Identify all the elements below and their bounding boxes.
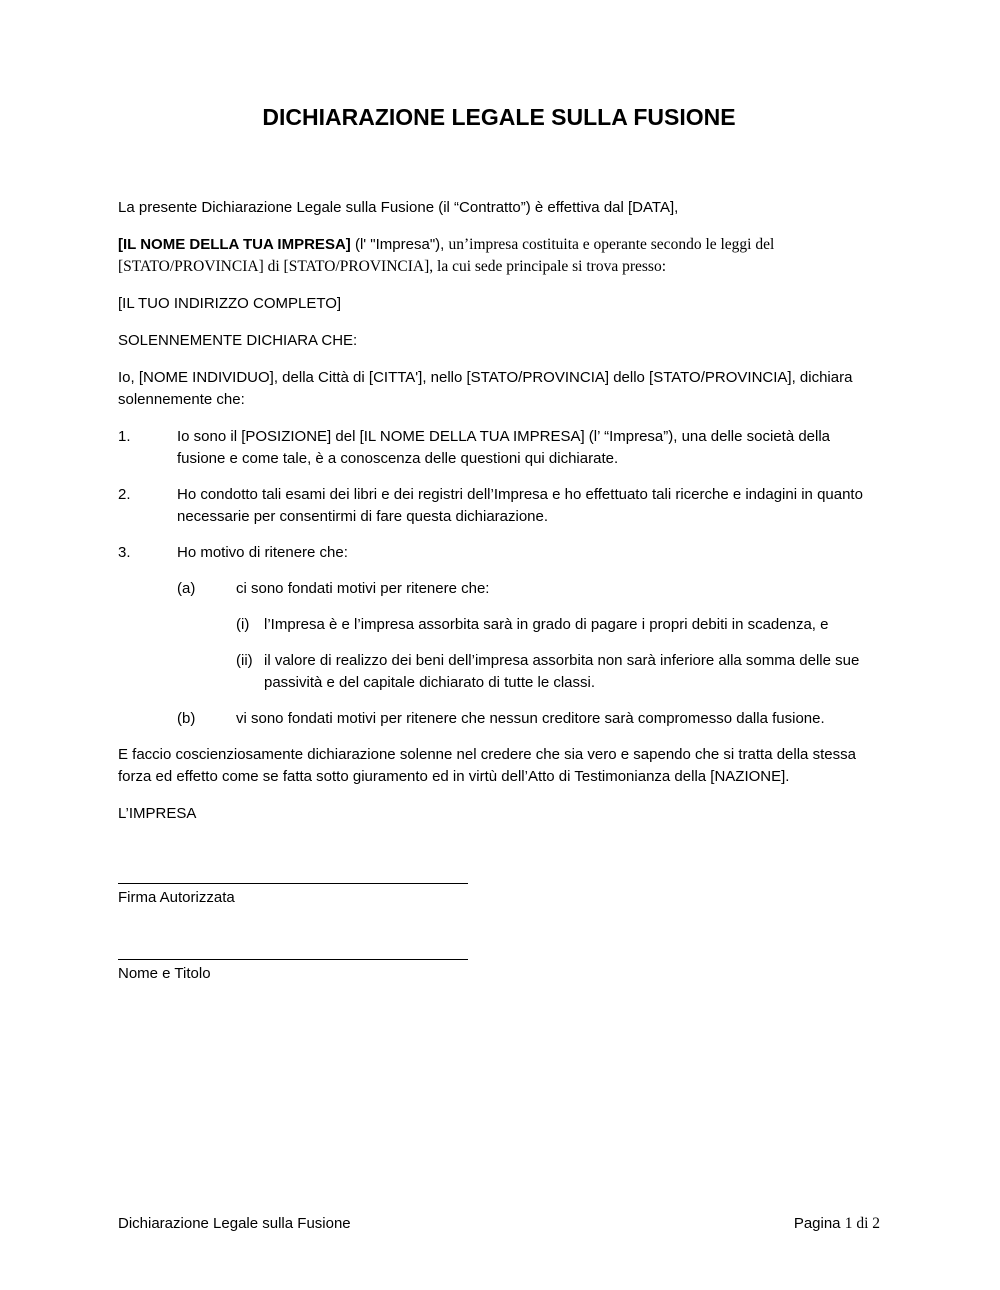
footer-page-number	[794, 1214, 880, 1234]
signature-block-authorized	[118, 883, 880, 909]
subsublist-item-ii	[236, 650, 880, 694]
paragraph-company-label: L’IMPRESA	[118, 805, 197, 822]
list-item-1	[118, 426, 880, 470]
signature-line	[118, 959, 468, 960]
paragraph-company-intro	[118, 234, 880, 278]
paragraph-individual: Io, [NOME INDIVIDUO], della Città di [CITTA'], nello [STATO/PROVINCIA] dello [STATO/PROVINCIA], dichiara solennemente che:	[118, 369, 853, 408]
list-item-text: ci sono fondati motivi per ritenere che:	[236, 580, 490, 597]
footer-page-count: 1 di 2	[844, 1215, 880, 1232]
list-item-text: Io sono il [POSIZIONE] del [IL NOME DELLA TUA IMPRESA] (l’ “Impresa”), una delle società della fusione e come tale, è a conoscenza delle questioni qui dichiarate.	[177, 428, 831, 467]
sublist-item-b	[177, 708, 880, 730]
list-item-text: il valore di realizzo dei beni dell’impresa assorbita non sarà inferiore alla somma delle sue passività e del capitale dichiarato di tutte le classi.	[264, 652, 860, 691]
sublist-item-a	[177, 578, 880, 600]
list-item-text: Ho motivo di ritenere che:	[177, 544, 348, 561]
list-marker: (i)	[236, 616, 250, 633]
list-marker: (a)	[177, 580, 196, 597]
paragraph-address: [IL TUO INDIRIZZO COMPLETO]	[118, 295, 342, 312]
list-marker: 3.	[118, 544, 131, 561]
subsublist-item-i	[236, 614, 880, 636]
company-laws-text: un’impresa costituita e operante secondo le leggi del [STATO/PROVINCIA] di [STATO/PROVINCIA], la cui sede principale si trova presso:	[118, 236, 775, 275]
list-marker: (b)	[177, 710, 196, 727]
signature-line	[118, 883, 468, 884]
company-impresa-text: (l' "Impresa"),	[350, 236, 449, 253]
list-item-text: vi sono fondati motivi per ritenere che nessun creditore sarà compromesso dalla fusione.	[236, 710, 825, 727]
list-item-2	[118, 484, 880, 528]
paragraph-effective-date: La presente Dichiarazione Legale sulla Fusione (il “Contratto”) è effettiva dal [DATA],	[118, 199, 679, 216]
footer-page-label: Pagina	[793, 1215, 845, 1232]
signature-block-name-title	[118, 959, 880, 985]
paragraph-closing: E faccio coscienziosamente dichiarazione solenne nel credere che sia vero e sapendo che si tratta della stessa forza ed effetto come se fatta sotto giuramento ed in virtù dell’Atto di Testimonianza della [NAZIONE].	[118, 746, 856, 785]
list-marker: 2.	[118, 486, 131, 503]
footer-document-title: Dichiarazione Legale sulla Fusione	[118, 1215, 351, 1232]
page-title: DICHIARAZIONE LEGALE SULLA FUSIONE	[262, 104, 736, 130]
paragraph-declares: SOLENNEMENTE DICHIARA CHE:	[118, 332, 358, 349]
list-marker: 1.	[118, 428, 131, 445]
signature-label: Firma Autorizzata	[118, 889, 235, 906]
list-item-text: Ho condotto tali esami dei libri e dei registri dell’Impresa e ho effettuato tali ricerche e indagini in quanto necessarie per consentirmi di fare questa dichiarazione.	[177, 486, 863, 525]
company-name-placeholder: [IL NOME DELLA TUA IMPRESA]	[118, 236, 351, 253]
list-marker: (ii)	[236, 652, 253, 669]
list-item-3	[118, 542, 880, 564]
signature-label: Nome e Titolo	[118, 965, 211, 982]
list-item-text: l’Impresa è e l’impresa assorbita sarà in grado di pagare i propri debiti in scadenza, e	[264, 616, 829, 633]
page-footer	[118, 1214, 880, 1234]
